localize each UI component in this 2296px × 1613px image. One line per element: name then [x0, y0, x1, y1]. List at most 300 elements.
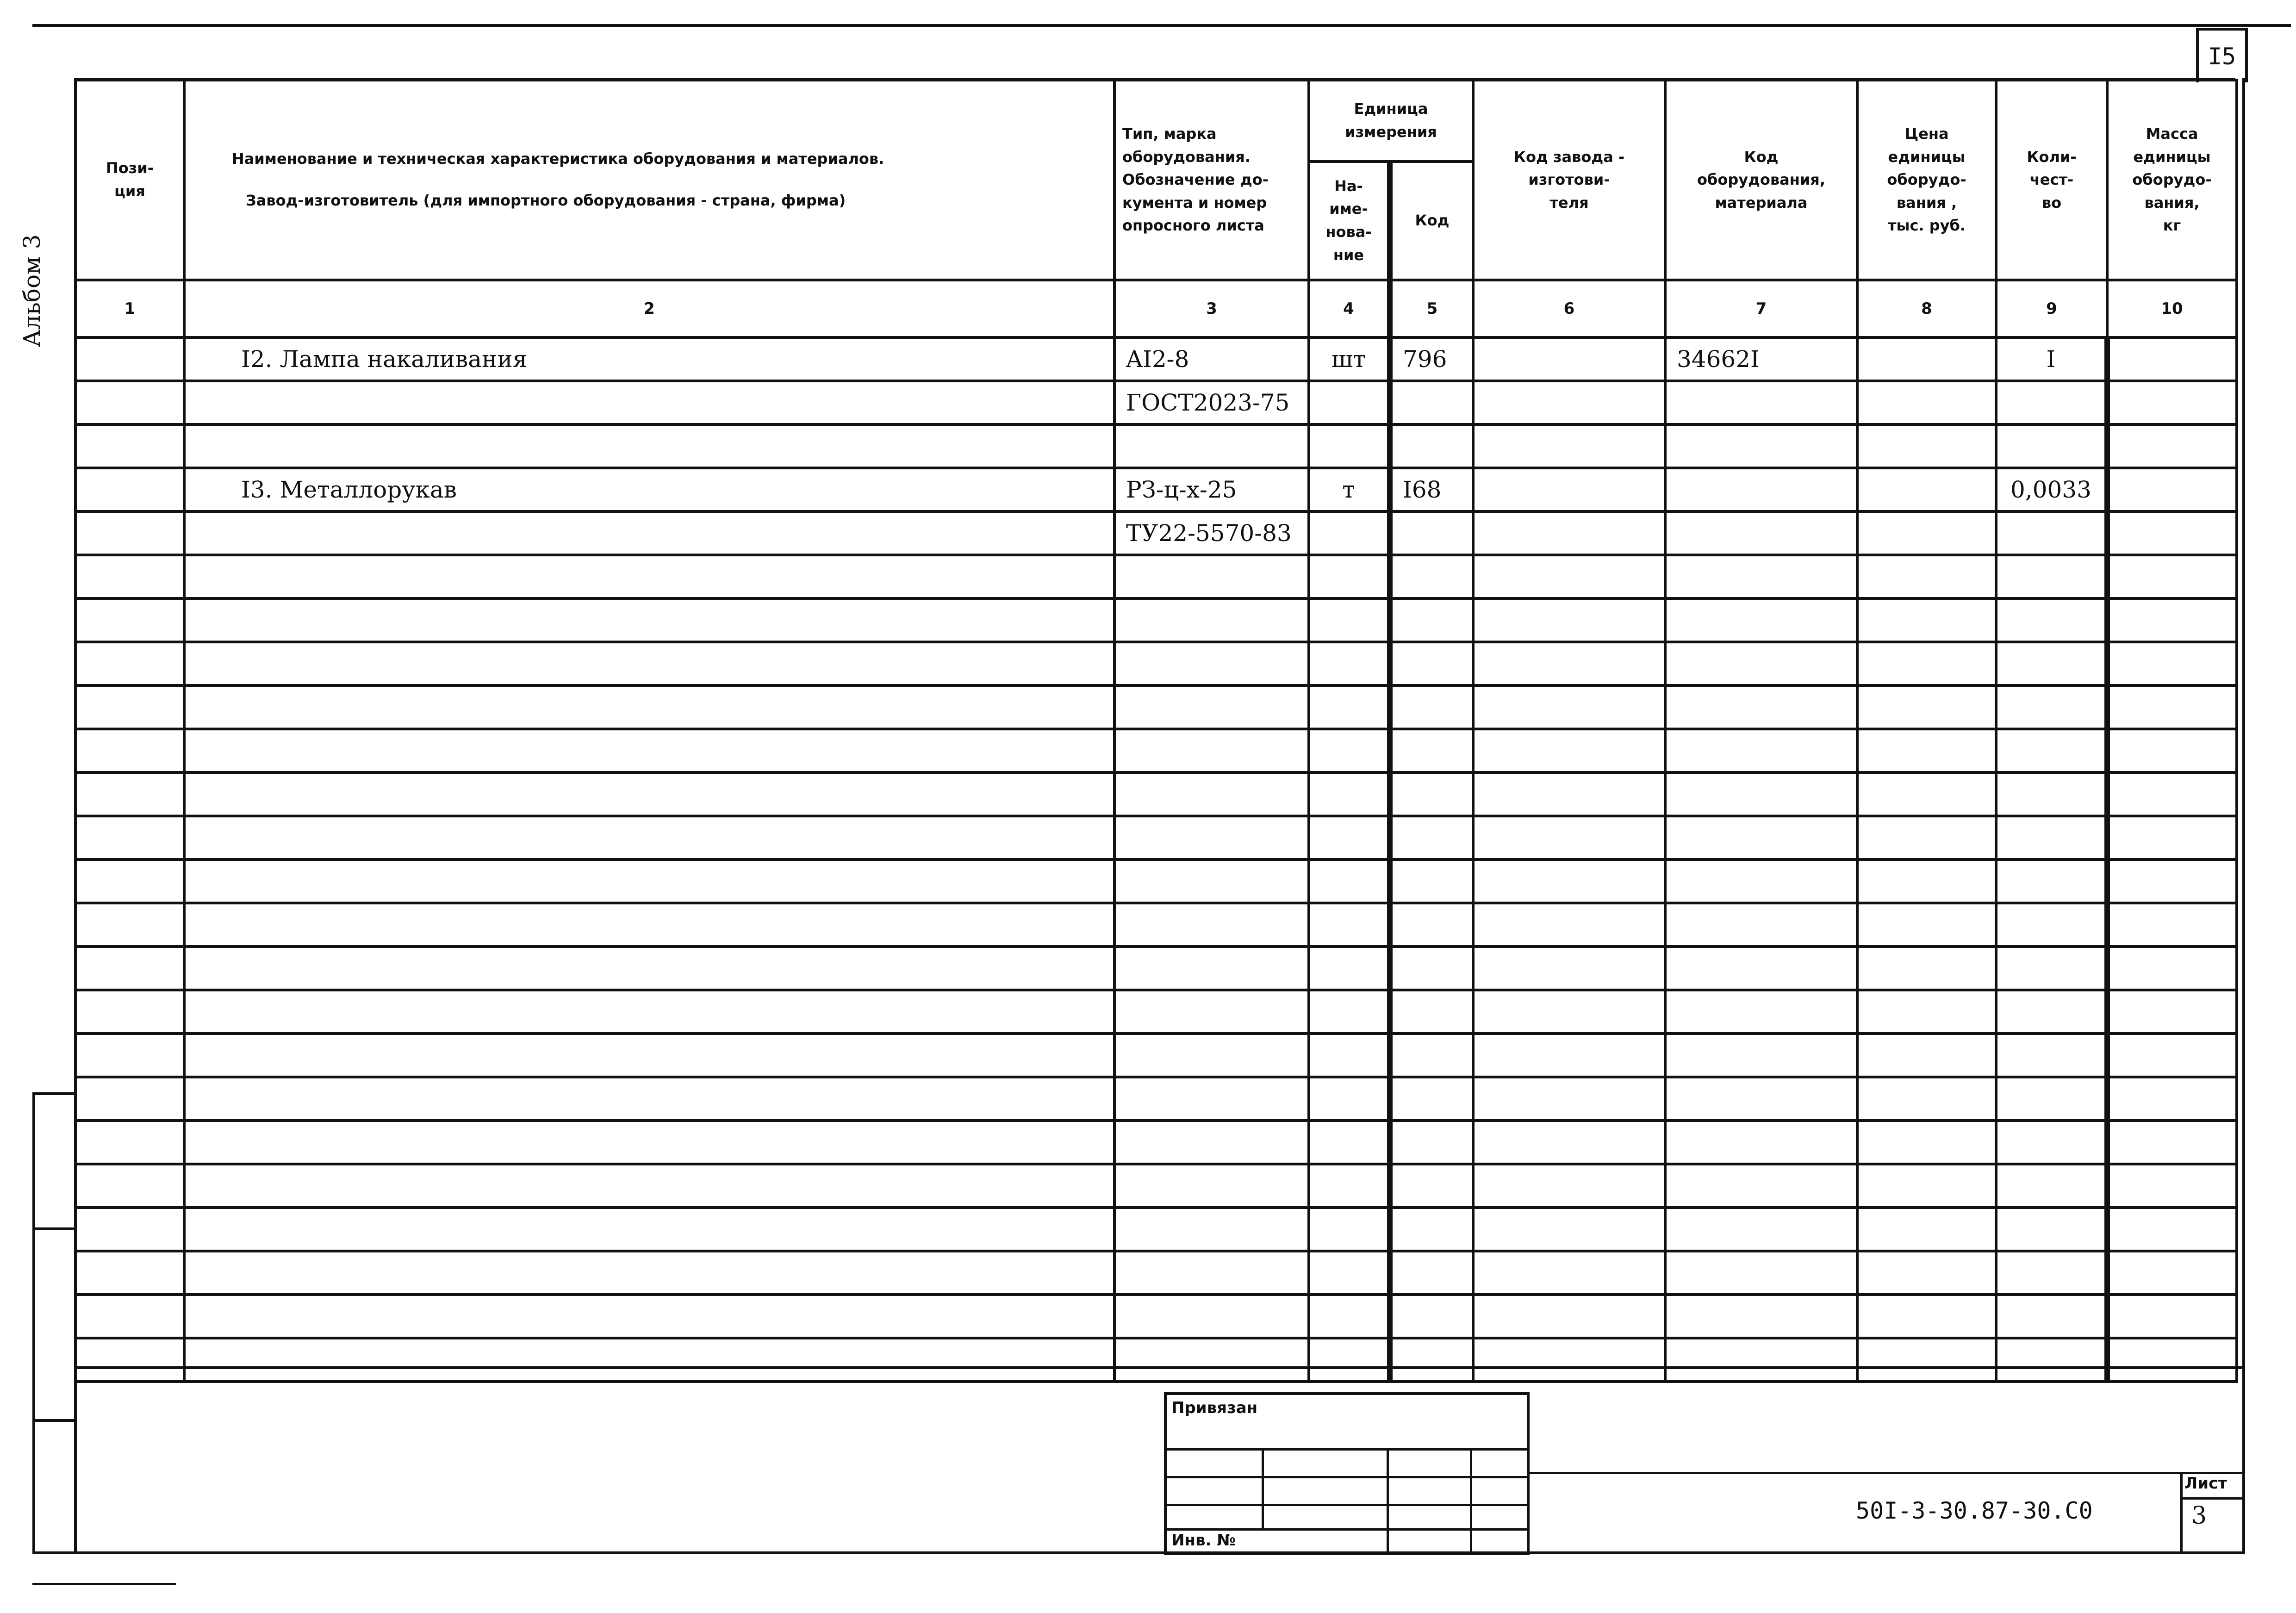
cell-price [1857, 1034, 1996, 1077]
sheet-number: 3 [2191, 1502, 2207, 1530]
cell-type [1114, 642, 1309, 685]
cell-equipment-code [1665, 859, 1857, 903]
cell-type [1114, 598, 1309, 642]
title-block-line [1527, 1472, 2245, 1474]
cell-plant-code [1473, 903, 1665, 947]
cell-unit-name [1309, 947, 1390, 990]
header-unit-name: На- име- нова- ние [1309, 162, 1390, 280]
cell-quantity: 0,0033 [1996, 468, 2107, 511]
cell-price [1857, 859, 1996, 903]
cell-mass [2107, 859, 2237, 903]
cell-plant-code [1473, 772, 1665, 816]
cell-equipment-code [1665, 511, 1857, 555]
cell-price [1857, 685, 1996, 729]
cell-position [75, 381, 184, 424]
cell-unit-name [1309, 1338, 1390, 1382]
cell-unit-code [1390, 1338, 1473, 1382]
cell-unit-code [1390, 685, 1473, 729]
cell-equipment-code [1665, 816, 1857, 859]
cell-equipment-code [1665, 642, 1857, 685]
cell-unit-code [1390, 772, 1473, 816]
cell-position [75, 1164, 184, 1208]
cell-position [75, 555, 184, 598]
table-row [75, 1077, 2237, 1121]
header-equipment-code: Код оборудования, материала [1665, 80, 1857, 280]
sheet-box-mid [2180, 1497, 2245, 1500]
table-row [75, 947, 2237, 990]
cell-unit-name [1309, 1295, 1390, 1338]
cell-type [1114, 1034, 1309, 1077]
cell-position [75, 1208, 184, 1251]
cell-unit-code [1390, 1121, 1473, 1164]
table-row [75, 1164, 2237, 1208]
cell-quantity [1996, 1295, 2107, 1338]
cell-unit-name [1309, 990, 1390, 1034]
cell-name [184, 859, 1114, 903]
table-row [75, 685, 2237, 729]
cell-unit-code: 796 [1390, 337, 1473, 381]
cell-mass [2107, 947, 2237, 990]
table-row [75, 903, 2237, 947]
cell-name: I2. Лампа накаливания [184, 337, 1114, 381]
cell-name [184, 729, 1114, 772]
cell-quantity [1996, 1338, 2107, 1382]
cell-unit-code [1390, 1251, 1473, 1295]
cell-quantity [1996, 424, 2107, 468]
cell-mass [2107, 816, 2237, 859]
table-row [75, 990, 2237, 1034]
cell-plant-code [1473, 424, 1665, 468]
stamp-grid-line [1262, 1448, 1264, 1529]
cell-quantity [1996, 511, 2107, 555]
cell-position [75, 511, 184, 555]
table-row [75, 1034, 2237, 1077]
column-number: 10 [2107, 280, 2237, 337]
binding-strip-left [32, 1092, 35, 1553]
cell-plant-code [1473, 729, 1665, 772]
cell-type [1114, 772, 1309, 816]
table-row [75, 642, 2237, 685]
cell-mass [2107, 642, 2237, 685]
cell-quantity [1996, 1121, 2107, 1164]
cell-unit-name [1309, 816, 1390, 859]
header-mass: Масса единицы оборудо- вания, кг [2107, 80, 2237, 280]
header-name: Наименование и техническая характеристика оборудования и материалов. Завод-изготовитель (для импортного оборудования - страна, фирма) [184, 80, 1114, 280]
cell-unit-code [1390, 729, 1473, 772]
cell-equipment-code [1665, 772, 1857, 816]
cell-unit-name [1309, 1121, 1390, 1164]
table-row [75, 424, 2237, 468]
cell-unit-name [1309, 1077, 1390, 1121]
cell-price [1857, 729, 1996, 772]
cell-type [1114, 990, 1309, 1034]
cell-price [1857, 1208, 1996, 1251]
cell-name [184, 990, 1114, 1034]
cell-type [1114, 1251, 1309, 1295]
sheet-box-left [2180, 1472, 2183, 1553]
cell-unit-code [1390, 903, 1473, 947]
cell-mass [2107, 1121, 2237, 1164]
cell-unit-code [1390, 642, 1473, 685]
cell-mass [2107, 685, 2237, 729]
approval-stamp [1164, 1392, 1530, 1555]
cell-price [1857, 1295, 1996, 1338]
cell-price [1857, 1251, 1996, 1295]
cell-type [1114, 947, 1309, 990]
cell-plant-code [1473, 990, 1665, 1034]
cell-unit-code [1390, 1208, 1473, 1251]
cell-position [75, 990, 184, 1034]
column-number: 3 [1114, 280, 1309, 337]
header-type: Тип, марка оборудования. Обозначение до- кумента и номер опросного листа [1114, 80, 1309, 280]
stamp-inventory-label: Инв. № [1171, 1531, 1236, 1550]
cell-name [184, 1121, 1114, 1164]
cell-unit-name [1309, 381, 1390, 424]
cell-quantity [1996, 642, 2107, 685]
cell-unit-code [1390, 511, 1473, 555]
frame-bottom [32, 1551, 2245, 1554]
header-unit-group: Единица измерения [1309, 80, 1473, 162]
sheet-label: Лист [2184, 1474, 2227, 1493]
header-position: Пози- ция [75, 80, 184, 280]
cell-price [1857, 1121, 1996, 1164]
cell-quantity [1996, 990, 2107, 1034]
cell-plant-code [1473, 1208, 1665, 1251]
cell-position [75, 1121, 184, 1164]
cell-type [1114, 729, 1309, 772]
cell-plant-code [1473, 1077, 1665, 1121]
cell-name [184, 598, 1114, 642]
cell-unit-name [1309, 772, 1390, 816]
table-row [75, 859, 2237, 903]
cell-quantity [1996, 1251, 2107, 1295]
header-plant-code: Код завода - изготови- теля [1473, 80, 1665, 280]
cell-quantity [1996, 1034, 2107, 1077]
table-row [75, 555, 2237, 598]
cell-plant-code [1473, 859, 1665, 903]
cell-unit-code [1390, 859, 1473, 903]
cell-name [184, 424, 1114, 468]
table-row [75, 1251, 2237, 1295]
cell-name [184, 903, 1114, 947]
cell-equipment-code [1665, 685, 1857, 729]
cell-mass [2107, 1338, 2237, 1382]
cell-mass [2107, 1077, 2237, 1121]
column-number: 2 [184, 280, 1114, 337]
stamp-grid-line [1387, 1448, 1389, 1555]
cell-plant-code [1473, 947, 1665, 990]
cell-equipment-code [1665, 598, 1857, 642]
cell-name: I3. Металлорукав [184, 468, 1114, 511]
cell-quantity [1996, 859, 2107, 903]
stamp-title: Привязан [1171, 1399, 1258, 1417]
cell-quantity [1996, 903, 2107, 947]
cell-unit-name: т [1309, 468, 1390, 511]
page-number-box [2196, 28, 2248, 82]
cell-unit-name [1309, 598, 1390, 642]
cell-position [75, 598, 184, 642]
cell-unit-code [1390, 1077, 1473, 1121]
cell-mass [2107, 337, 2237, 381]
cell-quantity [1996, 1164, 2107, 1208]
frame-right [2242, 78, 2245, 1554]
cell-plant-code [1473, 598, 1665, 642]
cell-plant-code [1473, 642, 1665, 685]
cell-unit-name [1309, 1034, 1390, 1077]
column-number: 9 [1996, 280, 2107, 337]
cell-mass [2107, 1034, 2237, 1077]
cell-type [1114, 424, 1309, 468]
cell-equipment-code [1665, 1164, 1857, 1208]
cell-unit-name [1309, 511, 1390, 555]
cell-equipment-code [1665, 1121, 1857, 1164]
cell-position [75, 729, 184, 772]
cell-unit-name [1309, 685, 1390, 729]
cell-mass [2107, 1251, 2237, 1295]
cell-plant-code [1473, 1121, 1665, 1164]
cell-equipment-code [1665, 1295, 1857, 1338]
cell-unit-name [1309, 642, 1390, 685]
cell-price [1857, 1077, 1996, 1121]
header-unit-code: Код [1390, 162, 1473, 280]
cell-position [75, 642, 184, 685]
header-price: Цена единицы оборудо- вания , тыс. руб. [1857, 80, 1996, 280]
stamp-grid-line [1167, 1528, 1527, 1531]
column-number: 6 [1473, 280, 1665, 337]
table-row [75, 1208, 2237, 1251]
cell-type [1114, 1338, 1309, 1382]
column-number: 4 [1309, 280, 1390, 337]
cell-position [75, 1295, 184, 1338]
cell-unit-code [1390, 1034, 1473, 1077]
cell-unit-name [1309, 555, 1390, 598]
cell-equipment-code [1665, 424, 1857, 468]
table-row [75, 468, 2237, 511]
cell-type [1114, 685, 1309, 729]
cell-unit-name [1309, 424, 1390, 468]
cell-equipment-code: 34662I [1665, 337, 1857, 381]
cell-mass [2107, 729, 2237, 772]
cell-plant-code [1473, 1034, 1665, 1077]
bottom-dash [32, 1583, 176, 1585]
top-rule [32, 24, 2291, 27]
cell-mass [2107, 555, 2237, 598]
cell-position [75, 337, 184, 381]
cell-unit-code [1390, 947, 1473, 990]
cell-price [1857, 990, 1996, 1034]
cell-equipment-code [1665, 555, 1857, 598]
cell-type [1114, 1208, 1309, 1251]
table-row [75, 337, 2237, 381]
cell-plant-code [1473, 337, 1665, 381]
cell-quantity [1996, 816, 2107, 859]
cell-position [75, 685, 184, 729]
cell-mass [2107, 772, 2237, 816]
table-row [75, 1121, 2237, 1164]
cell-name [184, 642, 1114, 685]
cell-name [184, 1164, 1114, 1208]
cell-position [75, 772, 184, 816]
cell-position [75, 816, 184, 859]
cell-price [1857, 555, 1996, 598]
cell-name [184, 1208, 1114, 1251]
cell-plant-code [1473, 1251, 1665, 1295]
cell-quantity: I [1996, 337, 2107, 381]
cell-equipment-code [1665, 1077, 1857, 1121]
cell-unit-name [1309, 729, 1390, 772]
cell-name [184, 381, 1114, 424]
column-number: 5 [1390, 280, 1473, 337]
table-row [75, 729, 2237, 772]
cell-position [75, 947, 184, 990]
header-quantity: Коли- чест- во [1996, 80, 2107, 280]
cell-price [1857, 381, 1996, 424]
cell-type [1114, 859, 1309, 903]
cell-name [184, 685, 1114, 729]
column-number: 1 [75, 280, 184, 337]
cell-type [1114, 1121, 1309, 1164]
cell-equipment-code [1665, 990, 1857, 1034]
cell-equipment-code [1665, 468, 1857, 511]
table-row [75, 1338, 2237, 1382]
cell-name [184, 1077, 1114, 1121]
cell-type [1114, 1077, 1309, 1121]
table-row [75, 598, 2237, 642]
cell-type: РЗ-ц-х-25 [1114, 468, 1309, 511]
cell-plant-code [1473, 685, 1665, 729]
cell-price [1857, 1164, 1996, 1208]
cell-name [184, 555, 1114, 598]
cell-price [1857, 903, 1996, 947]
cell-price [1857, 337, 1996, 381]
cell-price [1857, 468, 1996, 511]
cell-equipment-code [1665, 903, 1857, 947]
cell-mass [2107, 511, 2237, 555]
album-label: Альбом 3 [19, 234, 45, 347]
cell-quantity [1996, 555, 2107, 598]
table-row [75, 816, 2237, 859]
cell-quantity [1996, 947, 2107, 990]
cell-type: ГОСТ2023-75 [1114, 381, 1309, 424]
cell-type [1114, 555, 1309, 598]
cell-unit-code [1390, 816, 1473, 859]
specification-table [74, 79, 2238, 1383]
table-row [75, 511, 2237, 555]
cell-plant-code [1473, 1295, 1665, 1338]
cell-mass [2107, 424, 2237, 468]
cell-unit-code [1390, 1295, 1473, 1338]
table-row [75, 1295, 2237, 1338]
cell-plant-code [1473, 1338, 1665, 1382]
cell-type [1114, 903, 1309, 947]
cell-equipment-code [1665, 1338, 1857, 1382]
cell-position [75, 903, 184, 947]
cell-position [75, 1077, 184, 1121]
column-number: 8 [1857, 280, 1996, 337]
cell-unit-name [1309, 859, 1390, 903]
document-code: 50I-3-30.87-30.C0 [1856, 1497, 2093, 1524]
cell-type [1114, 1295, 1309, 1338]
cell-unit-name [1309, 1208, 1390, 1251]
cell-mass [2107, 1208, 2237, 1251]
cell-unit-name [1309, 1164, 1390, 1208]
table-row [75, 772, 2237, 816]
cell-unit-code [1390, 990, 1473, 1034]
cell-mass [2107, 1164, 2237, 1208]
cell-unit-name: шт [1309, 337, 1390, 381]
cell-name [184, 1295, 1114, 1338]
cell-quantity [1996, 729, 2107, 772]
cell-quantity [1996, 1208, 2107, 1251]
cell-quantity [1996, 772, 2107, 816]
stamp-grid-line [1167, 1504, 1527, 1506]
cell-price [1857, 816, 1996, 859]
cell-equipment-code [1665, 947, 1857, 990]
cell-price [1857, 947, 1996, 990]
cell-quantity [1996, 1077, 2107, 1121]
cell-equipment-code [1665, 729, 1857, 772]
cell-name [184, 816, 1114, 859]
cell-mass [2107, 468, 2237, 511]
cell-equipment-code [1665, 381, 1857, 424]
cell-plant-code [1473, 816, 1665, 859]
cell-equipment-code [1665, 1208, 1857, 1251]
cell-position [75, 1251, 184, 1295]
cell-plant-code [1473, 1164, 1665, 1208]
cell-mass [2107, 381, 2237, 424]
cell-plant-code [1473, 468, 1665, 511]
cell-price [1857, 642, 1996, 685]
cell-plant-code [1473, 555, 1665, 598]
cell-plant-code [1473, 511, 1665, 555]
binding-strip-line-3 [32, 1419, 76, 1422]
cell-quantity [1996, 381, 2107, 424]
cell-equipment-code [1665, 1251, 1857, 1295]
cell-quantity [1996, 685, 2107, 729]
cell-price [1857, 1338, 1996, 1382]
binding-strip-line-1 [32, 1092, 76, 1095]
binding-strip-line-2 [32, 1227, 76, 1230]
stamp-grid-line [1167, 1476, 1527, 1478]
cell-quantity [1996, 598, 2107, 642]
cell-price [1857, 598, 1996, 642]
cell-name [184, 947, 1114, 990]
cell-plant-code [1473, 381, 1665, 424]
cell-price [1857, 424, 1996, 468]
cell-type [1114, 1164, 1309, 1208]
cell-unit-name [1309, 1251, 1390, 1295]
cell-type: AI2-8 [1114, 337, 1309, 381]
cell-unit-code [1390, 381, 1473, 424]
cell-unit-code [1390, 598, 1473, 642]
stamp-grid-line [1167, 1448, 1527, 1451]
cell-unit-code: I68 [1390, 468, 1473, 511]
cell-mass [2107, 1295, 2237, 1338]
cell-type: ТУ22-5570-83 [1114, 511, 1309, 555]
cell-mass [2107, 903, 2237, 947]
cell-name [184, 1338, 1114, 1382]
cell-position [75, 424, 184, 468]
cell-unit-code [1390, 424, 1473, 468]
cell-position [75, 859, 184, 903]
cell-equipment-code [1665, 1034, 1857, 1077]
cell-position [75, 1034, 184, 1077]
stamp-grid-line [1470, 1448, 1472, 1555]
page-number: I5 [2208, 43, 2236, 70]
cell-name [184, 772, 1114, 816]
cell-name [184, 511, 1114, 555]
column-number: 7 [1665, 280, 1857, 337]
